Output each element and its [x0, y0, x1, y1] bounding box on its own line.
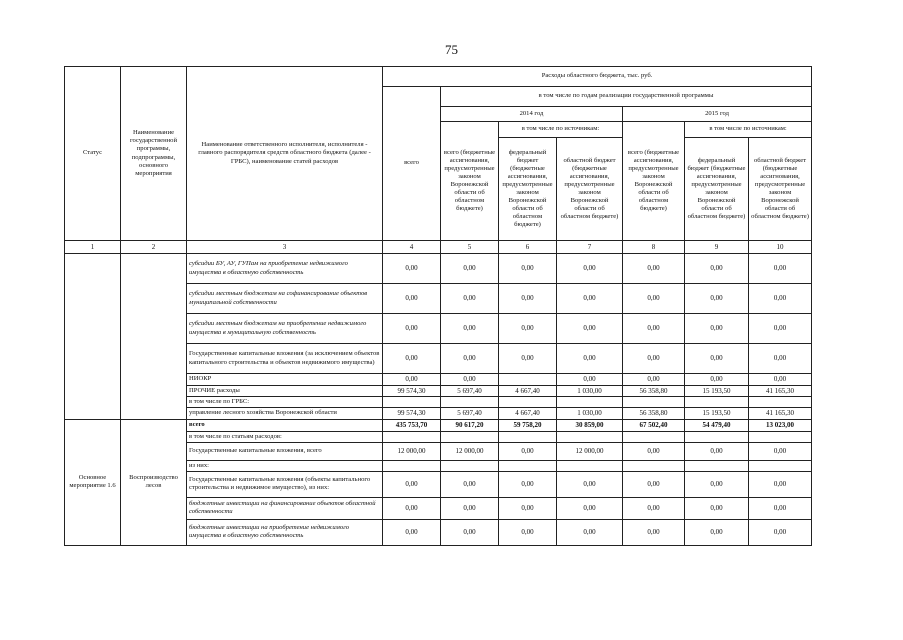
value-cell: 90 617,20: [441, 419, 499, 431]
value-cell: 0,00: [383, 344, 441, 374]
value-cell: [685, 431, 749, 442]
value-cell: 0,00: [623, 471, 685, 497]
header-all: всего: [383, 87, 441, 241]
value-cell: [441, 431, 499, 442]
value-cell: 4 667,40: [499, 385, 557, 397]
value-cell: 0,00: [623, 344, 685, 374]
value-cell: 0,00: [441, 344, 499, 374]
value-cell: [623, 431, 685, 442]
value-cell: [685, 460, 749, 471]
value-cell: 0,00: [685, 471, 749, 497]
value-cell: 0,00: [685, 254, 749, 284]
row-label: ПРОЧИЕ расходы: [187, 385, 383, 397]
value-cell: [499, 431, 557, 442]
value-cell: 0,00: [383, 284, 441, 314]
value-cell: 0,00: [441, 284, 499, 314]
value-cell: [749, 431, 812, 442]
header-status: Статус: [65, 67, 121, 241]
value-cell: 0,00: [557, 344, 623, 374]
value-cell: 0,00: [441, 254, 499, 284]
row-label: НИОКР: [187, 374, 383, 386]
value-cell: 0,00: [749, 314, 812, 344]
value-cell: 1 030,00: [557, 385, 623, 397]
value-cell: 0,00: [623, 442, 685, 460]
value-cell: 0,00: [749, 471, 812, 497]
value-cell: [499, 460, 557, 471]
value-cell: 4 667,40: [499, 408, 557, 420]
header-2014-regional: областной бюджет (бюджетные ассигнования, предусмотренные законом Воронежской области об областном бюджете): [557, 138, 623, 241]
value-cell: [383, 460, 441, 471]
value-cell: [557, 460, 623, 471]
row-label: в том числе по ГРБС:: [187, 397, 383, 408]
value-cell: [499, 397, 557, 408]
value-cell: [749, 460, 812, 471]
table-header: [65, 67, 812, 254]
value-cell: 0,00: [749, 442, 812, 460]
header-year-2014: 2014 год: [441, 107, 623, 122]
value-cell: [623, 460, 685, 471]
value-cell: [441, 460, 499, 471]
header-2014-federal: федеральный бюджет (бюджетные ассигнования, предусмотренные законом Воронежской области об областном бюджете): [499, 138, 557, 241]
value-cell: 15 193,50: [685, 408, 749, 420]
header-2015-total: всего (бюджетные ассигнования, предусмотренные законом Воронежской области об областном бюджете): [623, 122, 685, 241]
value-cell: 54 479,40: [685, 419, 749, 431]
value-cell: 0,00: [623, 284, 685, 314]
value-cell: 0,00: [499, 442, 557, 460]
header-2014-sources: в том числе по источникам:: [499, 122, 623, 138]
value-cell: 0,00: [441, 497, 499, 519]
value-cell: 12 000,00: [557, 442, 623, 460]
value-cell: 1 030,00: [557, 408, 623, 420]
row-label: всего: [187, 419, 383, 431]
col-number: 7: [557, 241, 623, 254]
value-cell: 0,00: [499, 497, 557, 519]
value-cell: 0,00: [749, 374, 812, 386]
value-cell: 15 193,50: [685, 385, 749, 397]
value-cell: [383, 431, 441, 442]
value-cell: 12 000,00: [383, 442, 441, 460]
value-cell: 0,00: [749, 344, 812, 374]
event-status: Основное мероприятие 1.6: [65, 419, 121, 545]
table-row: [65, 419, 812, 431]
value-cell: 13 023,00: [749, 419, 812, 431]
value-cell: 41 165,30: [749, 408, 812, 420]
budget-table: [64, 66, 812, 546]
value-cell: 0,00: [623, 314, 685, 344]
value-cell: 0,00: [499, 314, 557, 344]
value-cell: 0,00: [685, 284, 749, 314]
value-cell: 0,00: [499, 519, 557, 545]
col-number: 6: [499, 241, 557, 254]
value-cell: 0,00: [623, 374, 685, 386]
value-cell: 0,00: [499, 471, 557, 497]
status-cell: [65, 254, 121, 420]
header-year-2015: 2015 год: [623, 107, 812, 122]
value-cell: 0,00: [623, 254, 685, 284]
table-row: [65, 254, 812, 284]
value-cell: 0,00: [441, 471, 499, 497]
value-cell: 0,00: [749, 519, 812, 545]
value-cell: 0,00: [441, 374, 499, 386]
value-cell: 0,00: [749, 497, 812, 519]
value-cell: 99 574,30: [383, 408, 441, 420]
value-cell: 0,00: [749, 284, 812, 314]
value-cell: [749, 397, 812, 408]
value-cell: 0,00: [557, 519, 623, 545]
value-cell: [557, 397, 623, 408]
value-cell: 0,00: [557, 497, 623, 519]
row-label: бюджетные инвестиции на приобретение недвижимого имущества в областную собственность: [187, 519, 383, 545]
col-number: 10: [749, 241, 812, 254]
value-cell: 0,00: [557, 471, 623, 497]
row-label: бюджетные инвестиции на финансирование объектов областной собственности: [187, 497, 383, 519]
value-cell: 0,00: [685, 519, 749, 545]
row-label: субсидии БУ, АУ, ГУПам на приобретение недвижимого имущества в областную собственность: [187, 254, 383, 284]
header-2015-federal: федеральный бюджет (бюджетные ассигнования, предусмотренные законом Воронежской области об областном бюджете): [685, 138, 749, 241]
value-cell: 0,00: [383, 519, 441, 545]
row-label: Государственные капитальные вложения, всего: [187, 442, 383, 460]
value-cell: 0,00: [441, 314, 499, 344]
table-body: [65, 254, 812, 546]
value-cell: 0,00: [383, 254, 441, 284]
col-number: 4: [383, 241, 441, 254]
value-cell: 0,00: [623, 519, 685, 545]
value-cell: 0,00: [557, 374, 623, 386]
header-executor: Наименование ответственного исполнителя, исполнителя - главного распорядителя средств областного бюджета (далее - ГРБС), наименование статей расходов: [187, 67, 383, 241]
value-cell: [383, 397, 441, 408]
value-cell: 0,00: [685, 442, 749, 460]
value-cell: 0,00: [383, 471, 441, 497]
value-cell: [499, 374, 557, 386]
col-number: 5: [441, 241, 499, 254]
value-cell: 0,00: [499, 254, 557, 284]
value-cell: 0,00: [685, 497, 749, 519]
col-number: 8: [623, 241, 685, 254]
header-program-name: Наименование государственной программы, подпрограммы, основного мероприятия: [121, 67, 187, 241]
value-cell: [685, 397, 749, 408]
row-label: из них:: [187, 460, 383, 471]
value-cell: 5 697,40: [441, 408, 499, 420]
value-cell: 0,00: [685, 344, 749, 374]
value-cell: [557, 431, 623, 442]
value-cell: 67 502,40: [623, 419, 685, 431]
col-number: 1: [65, 241, 121, 254]
column-numbers-row: [65, 241, 812, 254]
header-2015-sources: в том числе по источникам:: [685, 122, 812, 138]
value-cell: 5 697,40: [441, 385, 499, 397]
col-number: 3: [187, 241, 383, 254]
value-cell: 0,00: [685, 374, 749, 386]
row-label: Государственные капитальные вложения (за исключением объектов капитального строительства и объектов недвижимого имущества): [187, 344, 383, 374]
value-cell: 0,00: [499, 284, 557, 314]
value-cell: 0,00: [557, 314, 623, 344]
value-cell: 0,00: [383, 374, 441, 386]
header-2015-regional: областной бюджет (бюджетные ассигнования, предусмотренные законом Воронежской области об областном бюджете): [749, 138, 812, 241]
value-cell: 435 753,70: [383, 419, 441, 431]
header-expenses: Расходы областного бюджета, тыс. руб.: [383, 67, 812, 87]
row-label: в том числе по статьям расходов:: [187, 431, 383, 442]
value-cell: 59 758,20: [499, 419, 557, 431]
row-label: Государственные капитальные вложения (объекты капитального строительства и недвижимое имущество), из них:: [187, 471, 383, 497]
value-cell: 30 859,00: [557, 419, 623, 431]
value-cell: 0,00: [557, 284, 623, 314]
col-number: 2: [121, 241, 187, 254]
page-number: 75: [445, 42, 458, 57]
value-cell: 0,00: [383, 314, 441, 344]
header-2014-total: всего (бюджетные ассигнования, предусмотренные законом Воронежской области об областном бюджете): [441, 122, 499, 241]
value-cell: 12 000,00: [441, 442, 499, 460]
value-cell: [441, 397, 499, 408]
row-label: субсидии местным бюджетам на приобретение недвижимого имущества в муниципальную собственность: [187, 314, 383, 344]
value-cell: 99 574,30: [383, 385, 441, 397]
header-by-years: в том числе по годам реализации государственной программы: [441, 87, 812, 107]
value-cell: 0,00: [749, 254, 812, 284]
value-cell: 0,00: [499, 344, 557, 374]
program-cell: [121, 254, 187, 420]
row-label: управление лесного хозяйства Воронежской области: [187, 408, 383, 420]
value-cell: 56 358,80: [623, 408, 685, 420]
value-cell: [623, 397, 685, 408]
value-cell: 0,00: [623, 497, 685, 519]
value-cell: 41 165,30: [749, 385, 812, 397]
row-label: субсидии местным бюджетам на софинансирование объектов муниципальной собственности: [187, 284, 383, 314]
col-number: 9: [685, 241, 749, 254]
value-cell: 56 358,80: [623, 385, 685, 397]
value-cell: 0,00: [441, 519, 499, 545]
event-name: Воспроизводство лесов: [121, 419, 187, 545]
value-cell: 0,00: [557, 254, 623, 284]
value-cell: 0,00: [685, 314, 749, 344]
value-cell: 0,00: [383, 497, 441, 519]
